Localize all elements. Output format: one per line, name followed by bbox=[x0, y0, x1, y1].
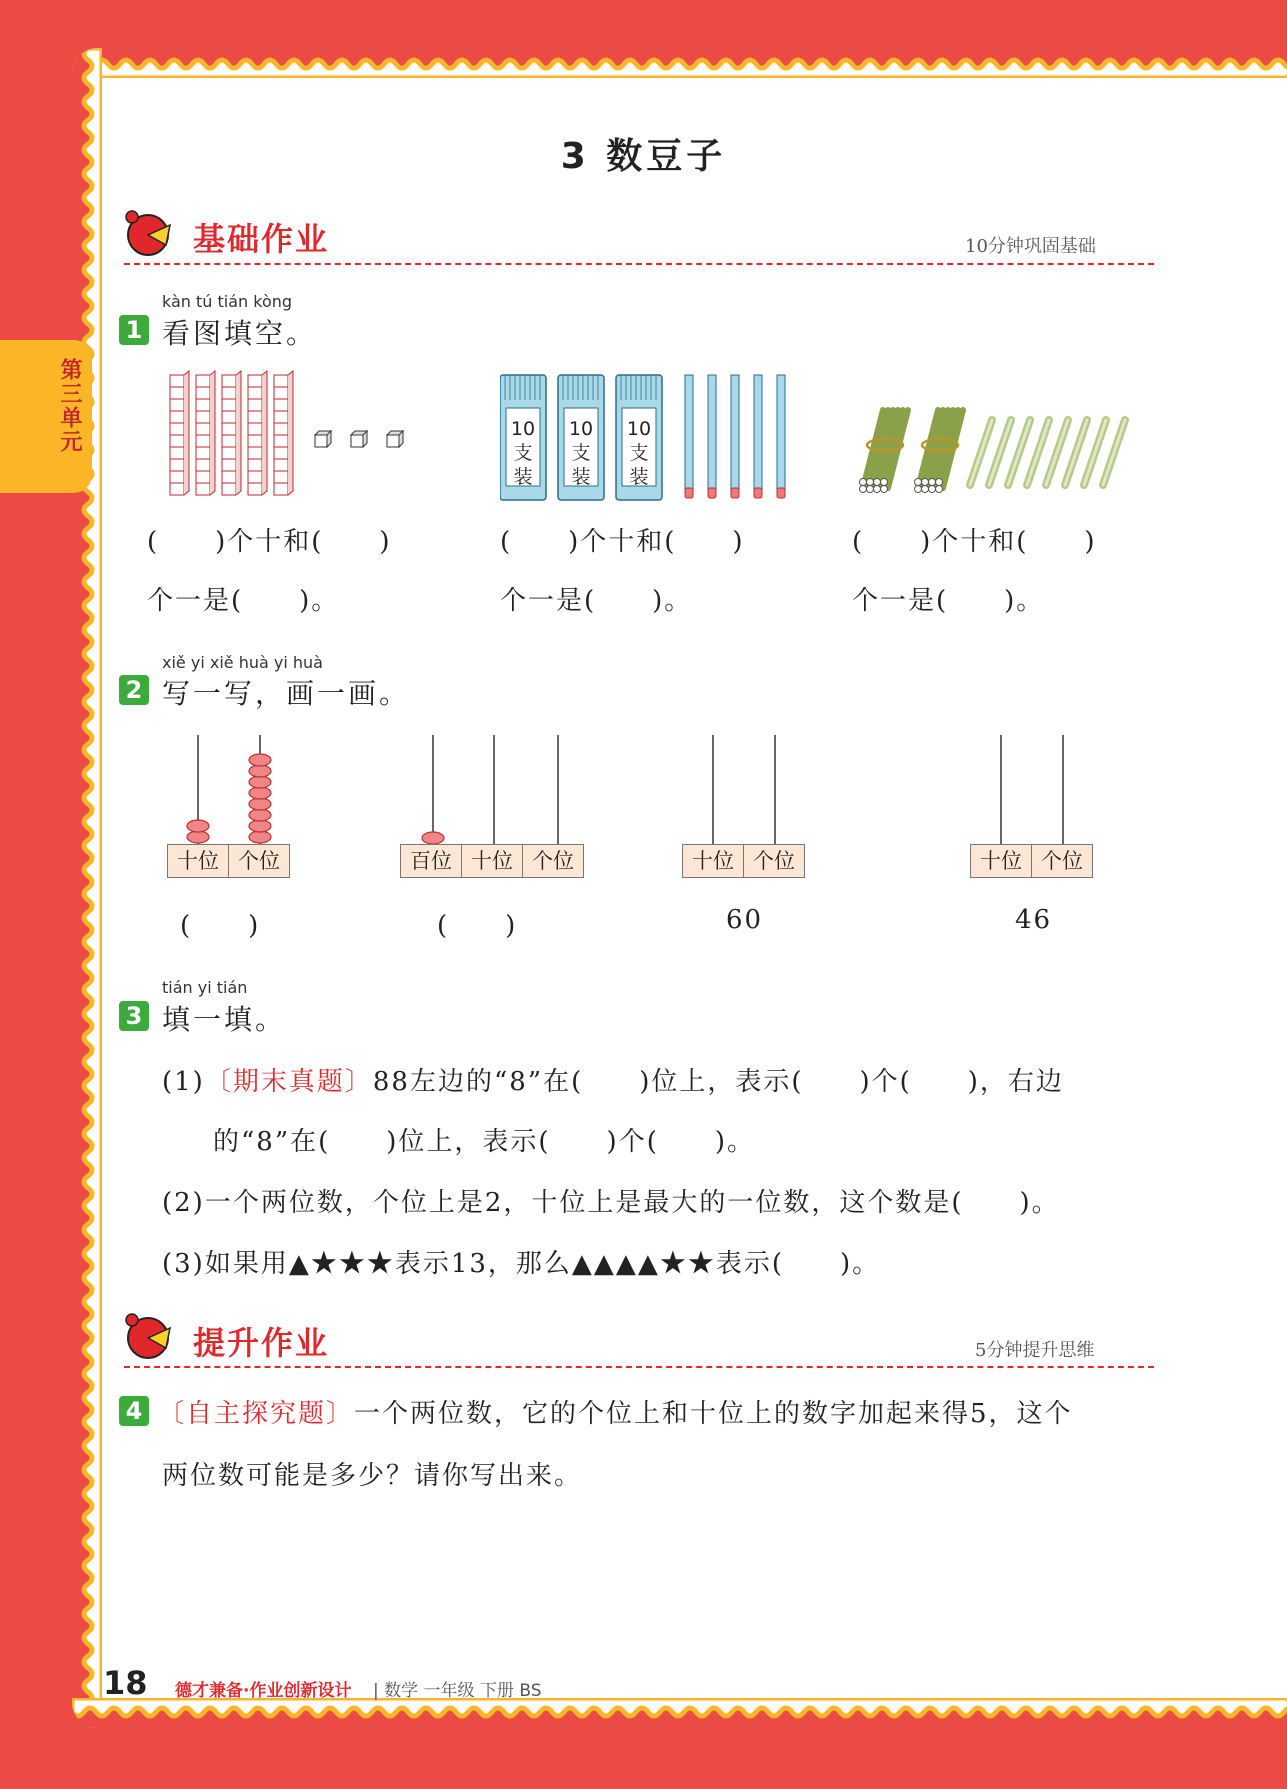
alarm-clock-icon bbox=[118, 207, 180, 259]
q3-part1-line1 bbox=[162, 1061, 1064, 1098]
pack-label: 10 支装 bbox=[510, 418, 536, 488]
abacus-bead bbox=[249, 754, 271, 766]
q3-number: 3 bbox=[119, 1001, 149, 1031]
abacus-1-ones-label: 个位 bbox=[238, 849, 280, 873]
section-basic-title: 基础作业 bbox=[193, 220, 330, 258]
tens-rod bbox=[222, 371, 241, 495]
single-straw bbox=[685, 375, 693, 498]
unit-tab-label: 第三单元 bbox=[57, 358, 82, 454]
tens-rod bbox=[248, 371, 267, 495]
pack-label: 10 支装 bbox=[626, 418, 652, 488]
stick-bundle bbox=[915, 410, 964, 493]
unit-cube bbox=[387, 431, 403, 447]
q3-part3: (3)如果用▲★★★表示13，那么▲▲▲▲★★表示( )。 bbox=[162, 1249, 881, 1279]
stick-bundles-figure bbox=[850, 400, 1130, 500]
q3-pinyin: tián yi tián bbox=[162, 978, 248, 997]
q3-part1-prefix: (1) bbox=[162, 1067, 205, 1097]
abacus-2-rods bbox=[400, 730, 590, 845]
unit-cube bbox=[351, 431, 367, 447]
q4-tag: 〔自主探究题〕 bbox=[158, 1399, 355, 1429]
q1-number: 1 bbox=[119, 315, 149, 345]
q4-line2: 两位数可能是多少？请你写出来。 bbox=[162, 1461, 583, 1491]
abacus-bead bbox=[249, 820, 271, 832]
footer-book-info: | 数学 一年级 下册 BS bbox=[373, 1681, 542, 1701]
bottom-wave-border bbox=[72, 1698, 1287, 1728]
lesson-title: 3 数豆子 bbox=[560, 136, 727, 177]
abacus-bead bbox=[249, 809, 271, 821]
q4-number: 4 bbox=[119, 1396, 149, 1426]
q2-number: 2 bbox=[119, 675, 149, 705]
section-basic-note: 10分钟巩固基础 bbox=[965, 236, 1096, 257]
straw-packs-figure bbox=[500, 370, 800, 505]
q1c-line1: ( )个十和( ) bbox=[852, 527, 1097, 557]
q4-line1 bbox=[158, 1393, 1073, 1430]
abacus-2-hundreds-label: 百位 bbox=[401, 845, 462, 877]
section-advanced-title: 提升作业 bbox=[193, 1324, 330, 1362]
q1b-line1: ( )个十和( ) bbox=[500, 527, 745, 557]
abacus-bead bbox=[249, 798, 271, 810]
tens-blocks-figure bbox=[160, 370, 420, 505]
abacus-bead bbox=[249, 776, 271, 788]
abacus-1-ruler bbox=[167, 844, 290, 878]
abacus-3-tens-label: 十位 bbox=[683, 845, 744, 877]
section-advanced-divider bbox=[124, 1366, 1154, 1368]
q1c-line2: 个一是( )。 bbox=[852, 586, 1045, 616]
tens-rod bbox=[170, 371, 189, 495]
single-straw bbox=[754, 375, 762, 498]
abacus-1-rods bbox=[165, 730, 300, 845]
unit-cube bbox=[315, 431, 331, 447]
section-advanced-note: 5分钟提升思维 bbox=[975, 1340, 1095, 1361]
q1-pinyin: kàn tú tián kòng bbox=[162, 292, 293, 311]
q3-part1-tag: 〔期末真题〕 bbox=[204, 1067, 373, 1097]
abacus-2-bead bbox=[422, 832, 444, 844]
q2-pinyin: xiě yi xiě huà yi huà bbox=[162, 653, 323, 672]
q3-instruction: 填一填。 bbox=[162, 1003, 287, 1036]
single-straw bbox=[731, 375, 739, 498]
q2-answer-1: ( ) bbox=[180, 911, 261, 941]
page-number: 18 bbox=[103, 1664, 148, 1702]
abacus-1-tens-label: 十位 bbox=[168, 845, 229, 877]
q3-part1-text: 88左边的“8”在( )位上，表示( )个( )，右边 bbox=[372, 1067, 1064, 1097]
abacus-2-tens-label: 十位 bbox=[462, 845, 523, 877]
section-basic-divider bbox=[124, 263, 1154, 265]
abacus-2-ones-label: 个位 bbox=[532, 849, 574, 873]
abacus-bead bbox=[187, 820, 209, 832]
top-wave-border bbox=[72, 48, 1287, 78]
footer-brand: 德才兼备·作业创新设计 bbox=[175, 1681, 352, 1701]
q3-part1-line2: 的“8”在( )位上，表示( )个( )。 bbox=[213, 1127, 755, 1157]
abacus-4-ones-label: 个位 bbox=[1041, 849, 1083, 873]
tens-rod bbox=[196, 371, 215, 495]
single-straw bbox=[777, 375, 785, 498]
pack-label: 10 支装 bbox=[568, 418, 594, 488]
alarm-clock-icon-2 bbox=[118, 1310, 180, 1362]
q1a-line1: ( )个十和( ) bbox=[147, 527, 392, 557]
q2-answer-4: 46 bbox=[1015, 905, 1053, 935]
abacus-bead bbox=[249, 765, 271, 777]
abacus-4-tens-label: 十位 bbox=[971, 845, 1032, 877]
left-wave-border bbox=[72, 48, 102, 1728]
q2-instruction: 写一写，画一画。 bbox=[162, 677, 411, 710]
single-straw bbox=[708, 375, 716, 498]
abacus-bead bbox=[249, 787, 271, 799]
q1b-line2: 个一是( )。 bbox=[500, 586, 693, 616]
q2-answer-2: ( ) bbox=[437, 911, 518, 941]
q3-part2: (2)一个两位数，个位上是2，十位上是最大的一位数，这个数是( )。 bbox=[162, 1188, 1060, 1218]
q1-instruction: 看图填空。 bbox=[162, 317, 318, 350]
q4-text: 一个两位数，它的个位上和十位上的数字加起来得5，这个 bbox=[354, 1399, 1073, 1429]
abacus-3-rods bbox=[680, 730, 815, 845]
q2-answer-3: 60 bbox=[726, 905, 764, 935]
q1a-line2: 个一是( )。 bbox=[147, 586, 340, 616]
abacus-3-ruler bbox=[682, 844, 805, 878]
abacus-bead bbox=[249, 831, 271, 843]
stick-bundle bbox=[860, 410, 909, 493]
tens-rod bbox=[274, 371, 293, 495]
unit-side-tab bbox=[0, 340, 92, 493]
abacus-2-ruler bbox=[400, 844, 584, 878]
abacus-bead bbox=[187, 831, 209, 843]
abacus-4-ruler bbox=[970, 844, 1093, 878]
abacus-3-ones-label: 个位 bbox=[753, 849, 795, 873]
abacus-4-rods bbox=[968, 730, 1103, 845]
